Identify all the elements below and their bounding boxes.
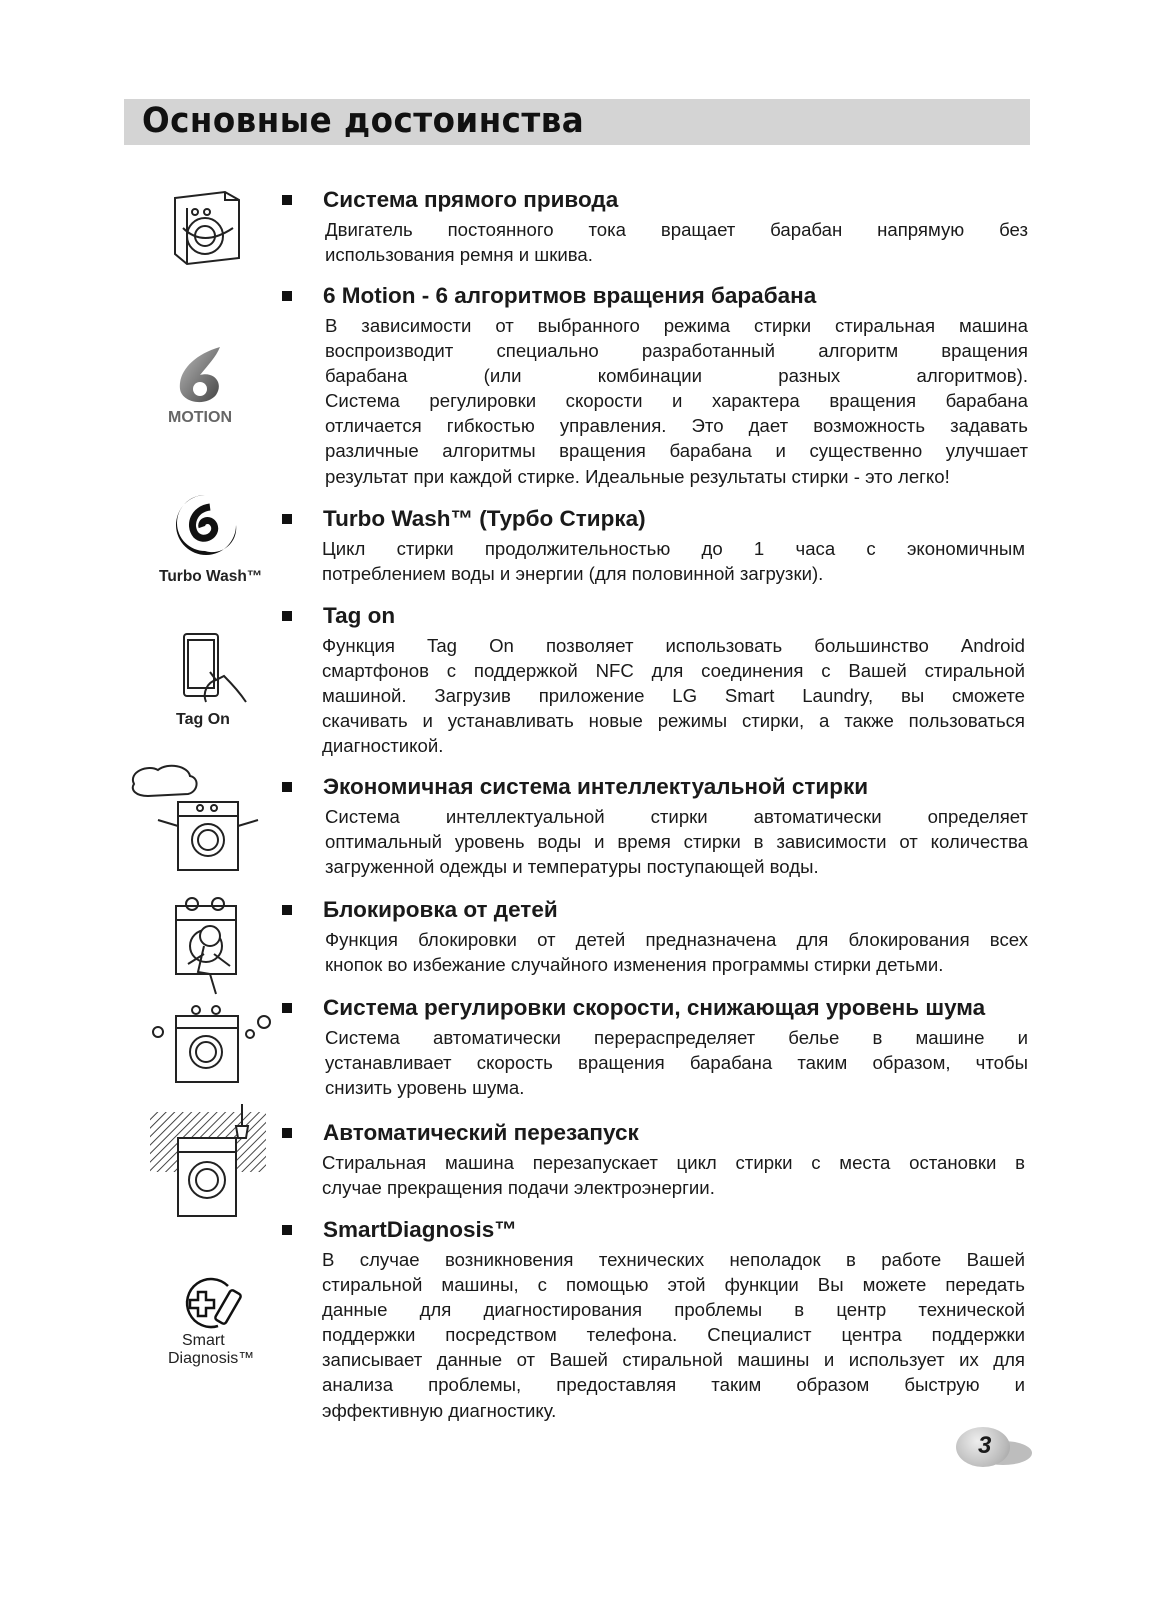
feature-heading: Автоматический перезапуск: [323, 1120, 639, 1145]
low-noise-washer-icon: [150, 1004, 275, 1086]
description-line: Система регулировки скорости и характера вращения барабана: [325, 390, 1028, 412]
feature-heading: Turbo Wash™ (Турбо Стирка): [323, 506, 646, 531]
description-line: диагностикой.: [322, 735, 444, 757]
bullet-square-icon: [282, 1003, 292, 1013]
description-line: В зависимости от выбранного режима стирки стиральная машина: [325, 315, 1028, 336]
feature-heading: SmartDiagnosis™: [323, 1217, 517, 1242]
bullet-square-icon: [282, 611, 292, 621]
feature-description: [325, 927, 1028, 977]
bullet-square-icon: [282, 514, 292, 524]
feature-description: [322, 633, 1025, 758]
description-line: случае прекращения подачи электроэнергии.: [322, 1177, 715, 1199]
description-line: стиральной машины, с помощью этой функции Вы можете передать: [322, 1274, 1025, 1296]
feature-heading: Система регулировки скорости, снижающая уровень шума: [323, 995, 986, 1020]
description-line: машиной. Загрузив приложение LG Smart Laundry, вы сможете: [322, 685, 1025, 707]
feature-heading: Экономичная система интеллектуальной стирки: [323, 774, 869, 799]
description-line: Система автоматически перераспределяет белье в машине и: [325, 1027, 1028, 1048]
description-line: кнопок во избежание случайного изменения программы стирки детьми.: [325, 954, 944, 976]
turbo-wash-icon: [170, 493, 240, 557]
bullet-square-icon: [282, 905, 292, 915]
description-line: воспроизводит специально разработанный алгоритм вращения: [325, 340, 1028, 362]
feature-heading: 6 Motion - 6 алгоритмов вращения барабана: [323, 283, 817, 308]
bullet-square-icon: [282, 1225, 292, 1235]
page-number-badge: [952, 1425, 1032, 1469]
description-line: устанавливает скорость вращения барабана таким образом, чтобы: [325, 1052, 1028, 1074]
auto-restart-washer-icon: [148, 1104, 268, 1220]
description-line: данные для диагностирования проблемы в центр технической: [322, 1299, 1025, 1321]
direct-drive-washer-icon: [165, 188, 245, 268]
description-line: эффективную диагностику.: [322, 1399, 557, 1421]
description-line: анализа проблемы, предоставляя таким образом быструю и: [322, 1374, 1025, 1396]
description-line: результат при каждой стирке. Идеальные результаты стирки - это легко!: [325, 465, 950, 487]
description-line: Система интеллектуальной стирки автоматически определяет: [325, 806, 1028, 827]
tag-on-label: Tag On: [176, 711, 230, 728]
description-line: различные алгоритмы вращения барабана и существенно улучшает: [325, 440, 1028, 462]
feature-heading: Tag on: [323, 603, 396, 628]
title-bar: [124, 99, 1030, 145]
description-line: Функция блокировки от детей предназначена для блокирования всех: [325, 929, 1028, 950]
smart-wash-washer-icon: [128, 762, 268, 874]
description-line: Функция Tag On позволяет использовать большинство Android: [322, 635, 1025, 656]
description-line: поддержки посредством телефона. Специалист центра поддержки: [322, 1324, 1025, 1346]
description-line: смартфонов с поддержкой NFC для соединения с Вашей стиральной: [322, 660, 1025, 682]
diagnosis-label: Diagnosis™: [168, 1350, 255, 1367]
feature-description: [325, 804, 1028, 879]
smart-label: Smart: [182, 1332, 225, 1349]
description-line: загруженной одежды и температуры поступающей воды.: [325, 856, 819, 878]
description-line: использования ремня и шкива.: [325, 244, 593, 266]
description-line: Стиральная машина перезапускает цикл стирки с места остановки в: [322, 1152, 1025, 1173]
description-line: барабана (или комбинации разных алгоритмов).: [325, 365, 1028, 387]
page-title: Основные достоинства: [142, 101, 585, 141]
description-line: Двигатель постоянного тока вращает барабан напрямую без: [325, 219, 1028, 240]
description-line: записывает данные от Вашей стиральной машины и использует их для: [322, 1349, 1025, 1371]
description-line: скачивать и устанавливать новые режимы стирки, а также пользоваться: [322, 710, 1025, 732]
description-line: потреблением воды и энергии (для половинной загрузки).: [322, 563, 824, 585]
child-lock-washer-icon: [168, 894, 246, 1004]
bullet-square-icon: [282, 195, 292, 205]
feature-description: [322, 536, 1025, 586]
description-line: снизить уровень шума.: [325, 1077, 525, 1099]
feature-description: [325, 217, 1028, 267]
turbo-wash-label: Turbo Wash™: [159, 568, 263, 585]
motion-label: MOTION: [168, 409, 232, 426]
description-line: Цикл стирки продолжительностью до 1 часа с экономичным: [322, 538, 1025, 559]
feature-description: [325, 1025, 1028, 1100]
description-line: В случае возникновения технических неполадок в работе Вашей: [322, 1249, 1025, 1270]
description-line: оптимальный уровень воды и время стирки в зависимости от количества: [325, 831, 1028, 853]
feature-description: [325, 313, 1028, 489]
feature-description: [322, 1150, 1025, 1200]
bullet-square-icon: [282, 1128, 292, 1138]
feature-heading: Система прямого привода: [323, 187, 619, 212]
bullet-square-icon: [282, 782, 292, 792]
six-motion-icon: [172, 343, 232, 407]
tag-on-phone-icon: [180, 632, 250, 710]
feature-heading: Блокировка от детей: [323, 897, 558, 922]
feature-description: [322, 1247, 1025, 1423]
bullet-square-icon: [282, 291, 292, 301]
description-line: отличается гибкостью управления. Это дает возможность задавать: [325, 415, 1028, 437]
smart-diagnosis-icon: [178, 1276, 246, 1334]
page-number: 3: [978, 1432, 992, 1459]
